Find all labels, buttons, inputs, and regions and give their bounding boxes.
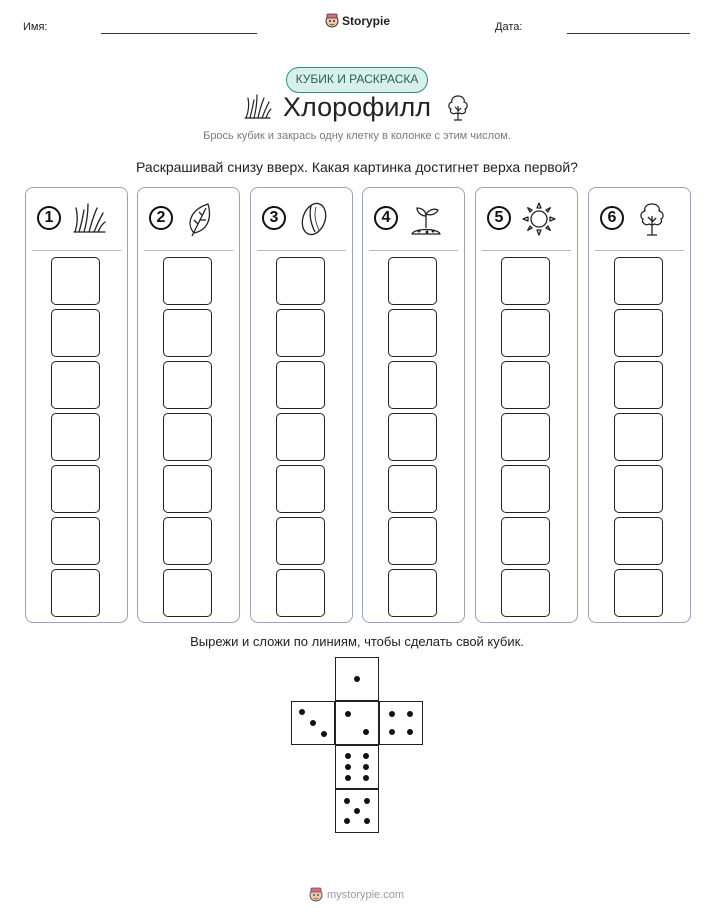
dice-pip bbox=[363, 764, 369, 770]
color-cell[interactable] bbox=[163, 257, 212, 305]
dice-pip bbox=[389, 729, 395, 735]
dice-pip bbox=[363, 729, 369, 735]
dice-pip bbox=[363, 775, 369, 781]
instructions: Раскрашивай снизу вверх. Какая картинка достигнет верха первой? bbox=[136, 159, 578, 175]
dice-face-2 bbox=[335, 701, 379, 745]
color-cell[interactable] bbox=[51, 413, 100, 461]
category-badge: КУБИК И РАСКРАСКА bbox=[286, 67, 428, 93]
date-field[interactable] bbox=[567, 33, 690, 34]
column-number: 2 bbox=[149, 206, 173, 230]
column-divider bbox=[32, 250, 121, 251]
column-number: 1 bbox=[37, 206, 61, 230]
dice-pip bbox=[364, 818, 370, 824]
dice-pip bbox=[363, 753, 369, 759]
column-6 bbox=[588, 187, 691, 623]
color-cell[interactable] bbox=[614, 517, 663, 565]
column-number: 3 bbox=[262, 206, 286, 230]
storypie-mascot-icon bbox=[325, 13, 339, 29]
color-cell[interactable] bbox=[501, 465, 550, 513]
dice-pip bbox=[389, 711, 395, 717]
tree-icon bbox=[443, 92, 473, 122]
page-title: Хлорофилл bbox=[283, 92, 431, 122]
seed-icon bbox=[295, 200, 333, 238]
column-divider bbox=[369, 250, 458, 251]
name-label: Имя: bbox=[23, 21, 48, 33]
dice-pip bbox=[345, 711, 351, 717]
footer-url[interactable]: mystorypie.com bbox=[327, 889, 405, 901]
color-cell[interactable] bbox=[388, 465, 437, 513]
column-divider bbox=[257, 250, 346, 251]
column-number: 6 bbox=[600, 206, 624, 230]
tree-icon bbox=[633, 200, 671, 238]
color-cell[interactable] bbox=[163, 517, 212, 565]
color-cell[interactable] bbox=[388, 309, 437, 357]
color-cell[interactable] bbox=[614, 569, 663, 617]
color-cell[interactable] bbox=[614, 413, 663, 461]
dice-face-5 bbox=[335, 789, 379, 833]
dice-pip bbox=[344, 818, 350, 824]
subtitle: Брось кубик и закрась одну клетку в колонке с этим числом. bbox=[203, 130, 511, 142]
color-cell[interactable] bbox=[163, 309, 212, 357]
color-cell[interactable] bbox=[163, 361, 212, 409]
dice-pip bbox=[354, 808, 360, 814]
column-divider bbox=[482, 250, 571, 251]
column-divider bbox=[144, 250, 233, 251]
color-cell[interactable] bbox=[501, 517, 550, 565]
grass-icon bbox=[70, 200, 108, 238]
color-cell[interactable] bbox=[51, 309, 100, 357]
brand-logo bbox=[325, 13, 390, 29]
dice-pip bbox=[345, 775, 351, 781]
dice-pip bbox=[407, 729, 413, 735]
color-cell[interactable] bbox=[614, 257, 663, 305]
color-cell[interactable] bbox=[614, 465, 663, 513]
color-cell[interactable] bbox=[51, 465, 100, 513]
color-cell[interactable] bbox=[276, 517, 325, 565]
color-cell[interactable] bbox=[388, 569, 437, 617]
column-divider bbox=[595, 250, 684, 251]
color-cell[interactable] bbox=[163, 569, 212, 617]
column-4 bbox=[362, 187, 465, 623]
color-cell[interactable] bbox=[51, 517, 100, 565]
color-cell[interactable] bbox=[501, 257, 550, 305]
color-cell[interactable] bbox=[276, 465, 325, 513]
column-3 bbox=[250, 187, 353, 623]
sun-icon bbox=[520, 200, 558, 238]
date-label: Дата: bbox=[495, 21, 523, 33]
column-5 bbox=[475, 187, 578, 623]
column-1 bbox=[25, 187, 128, 623]
color-cell[interactable] bbox=[276, 413, 325, 461]
dice-face-6 bbox=[335, 745, 379, 789]
color-cell[interactable] bbox=[276, 361, 325, 409]
color-cell[interactable] bbox=[388, 257, 437, 305]
dice-pip bbox=[321, 731, 327, 737]
dice-pip bbox=[310, 720, 316, 726]
color-cell[interactable] bbox=[614, 361, 663, 409]
column-number: 5 bbox=[487, 206, 511, 230]
sprout-icon bbox=[407, 200, 445, 238]
dice-face-4 bbox=[379, 701, 423, 745]
color-cell[interactable] bbox=[163, 465, 212, 513]
color-cell[interactable] bbox=[276, 257, 325, 305]
color-cell[interactable] bbox=[388, 517, 437, 565]
dice-pip bbox=[344, 798, 350, 804]
dice-pip bbox=[364, 798, 370, 804]
color-cell[interactable] bbox=[163, 413, 212, 461]
color-cell[interactable] bbox=[51, 361, 100, 409]
column-2 bbox=[137, 187, 240, 623]
dice-pip bbox=[345, 753, 351, 759]
dice-pip bbox=[407, 711, 413, 717]
color-cell[interactable] bbox=[614, 309, 663, 357]
brand-name: Storypie bbox=[342, 14, 391, 28]
storypie-mascot-icon bbox=[309, 887, 323, 903]
color-cell[interactable] bbox=[51, 257, 100, 305]
color-cell[interactable] bbox=[501, 361, 550, 409]
cut-instructions: Вырежи и сложи по линиям, чтобы сделать свой кубик. bbox=[190, 634, 524, 649]
color-cell[interactable] bbox=[501, 309, 550, 357]
dice-pip bbox=[345, 764, 351, 770]
color-cell[interactable] bbox=[276, 569, 325, 617]
color-cell[interactable] bbox=[388, 413, 437, 461]
dice-face-1 bbox=[335, 657, 379, 701]
name-field[interactable] bbox=[101, 33, 257, 34]
color-cell[interactable] bbox=[388, 361, 437, 409]
color-cell[interactable] bbox=[501, 413, 550, 461]
column-number: 4 bbox=[374, 206, 398, 230]
color-cell[interactable] bbox=[276, 309, 325, 357]
dice-pip bbox=[354, 676, 360, 682]
footer bbox=[309, 887, 404, 903]
leaf-icon bbox=[182, 200, 220, 238]
color-cell[interactable] bbox=[51, 569, 100, 617]
dice-face-3 bbox=[291, 701, 335, 745]
dice-pip bbox=[299, 709, 305, 715]
color-cell[interactable] bbox=[501, 569, 550, 617]
